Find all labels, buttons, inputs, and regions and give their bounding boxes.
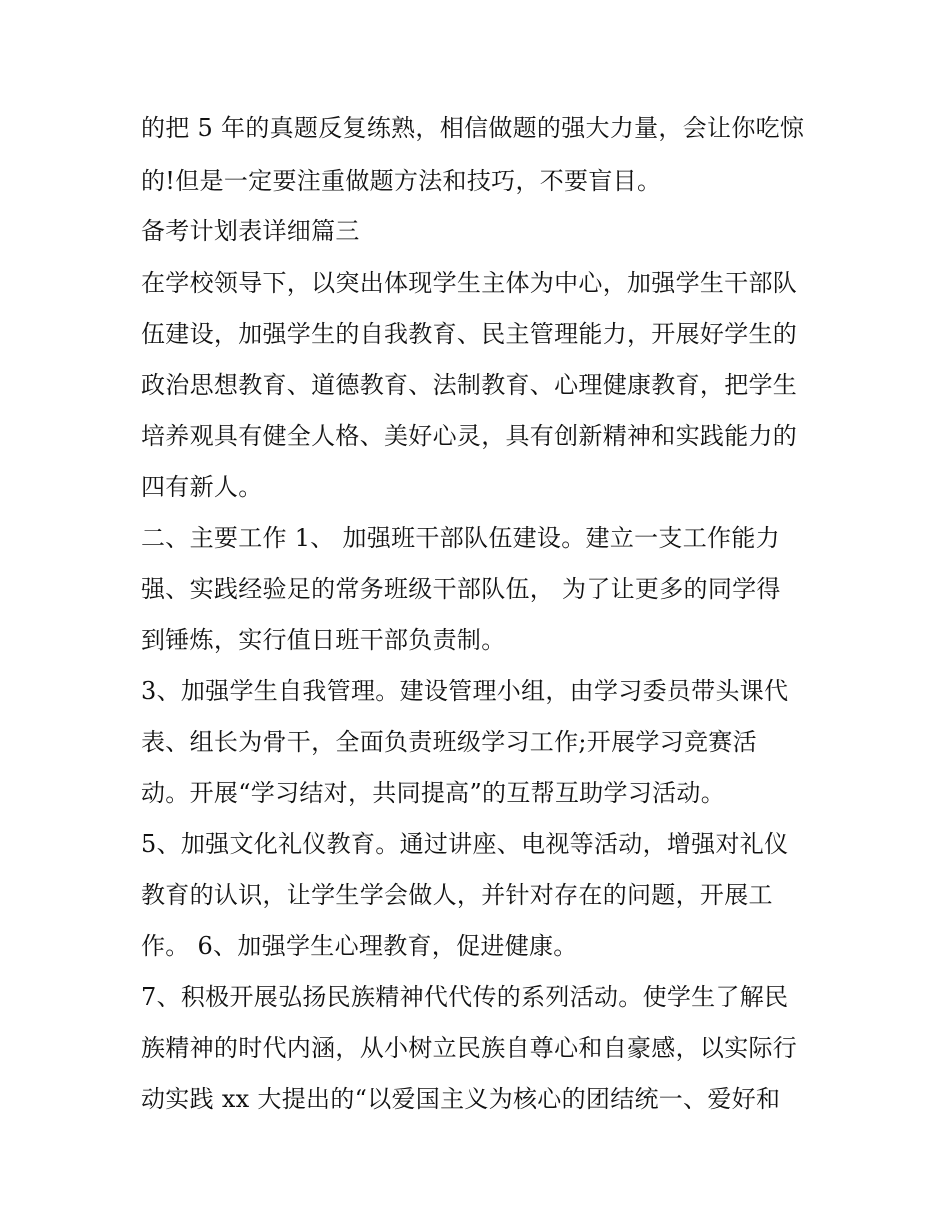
text-line-17: 作。 6、加强学生心理教育，促进健康。 bbox=[141, 932, 578, 960]
text-line-16: 教育的认识，让学生学会做人，并针对存在的问题，开展工 bbox=[141, 881, 773, 909]
text-line-20: 动实践 xx 大提出的“以爱国主义为核心的团结统一、爱好和 bbox=[141, 1085, 781, 1113]
section-heading: 备考计划表详细篇三 bbox=[141, 217, 360, 245]
text-line-7: 培养观具有健全人格、美好心灵，具有创新精神和实践能力的 bbox=[141, 422, 798, 450]
text-line-14: 动。开展“学习结对，共同提高”的互帮互助学习活动。 bbox=[141, 779, 726, 807]
text-line-4: 在学校领导下，以突出体现学生主体为中心，加强学生干部队 bbox=[141, 269, 798, 297]
text-line-9: 二、主要工作 1、 加强班干部队伍建设。建立一支工作能力 bbox=[141, 524, 780, 552]
text-line-2: 的!但是一定要注重做题方法和技巧，不要盲目。 bbox=[141, 167, 662, 195]
text-line-11: 到锤炼，实行值日班干部负责制。 bbox=[141, 626, 506, 654]
text-line-10: 强、实践经验足的常务班级干部队伍， 为了让更多的同学得 bbox=[141, 575, 781, 603]
text-line-13: 表、组长为骨干，全面负责班级学习工作;开展学习竞赛活 bbox=[141, 728, 757, 756]
text-line-18: 7、积极开展弘扬民族精神代代传的系列活动。使学生了解民 bbox=[141, 983, 789, 1011]
text-line-1: 的把 5 年的真题反复练熟，相信做题的强大力量，会让你吃惊 bbox=[141, 114, 805, 142]
text-line-8: 四有新人。 bbox=[141, 473, 263, 501]
text-line-12: 3、加强学生自我管理。建设管理小组，由学习委员带头课代 bbox=[141, 677, 789, 705]
text-line-19: 族精神的时代内涵，从小树立民族自尊心和自豪感，以实际行 bbox=[141, 1034, 798, 1062]
text-line-15: 5、加强文化礼仪教育。通过讲座、电视等活动，增强对礼仪 bbox=[141, 830, 789, 858]
text-line-5: 伍建设，加强学生的自我教育、民主管理能力，开展好学生的 bbox=[141, 320, 798, 348]
text-line-6: 政治思想教育、道德教育、法制教育、心理健康教育，把学生 bbox=[141, 371, 798, 399]
